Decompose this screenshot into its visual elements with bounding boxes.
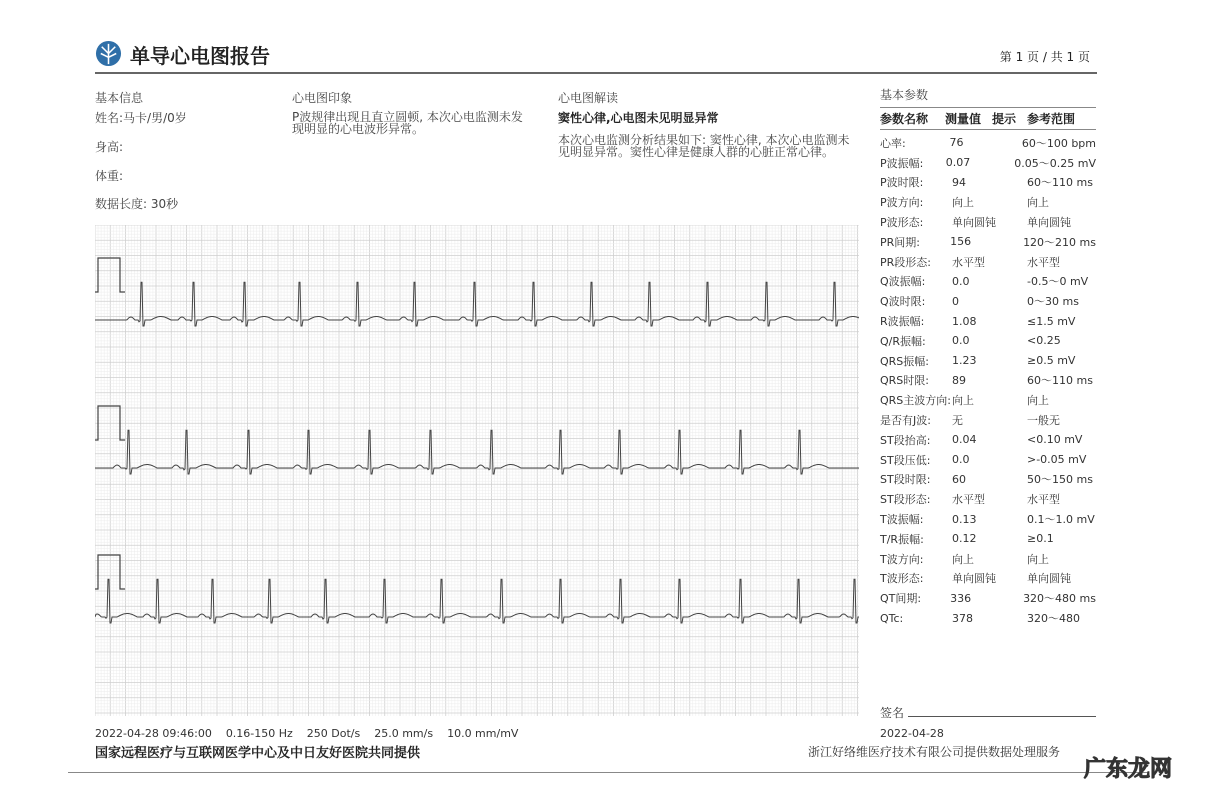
param-name: QRS时限: <box>880 374 929 388</box>
param-range: -0.5～0 mV <box>1027 275 1089 289</box>
parameter-row <box>880 569 1096 589</box>
basic-info-heading: 基本信息 <box>95 91 144 105</box>
param-value: 向上 <box>952 394 974 408</box>
interpretation-conclusion: 窦性心律,心电图未见明显异常 <box>558 111 719 125</box>
header-divider <box>95 72 1097 74</box>
param-value: 无 <box>952 414 963 428</box>
param-range: 60～100 bpm <box>1021 136 1096 150</box>
param-range: <0.25 <box>1027 334 1061 348</box>
param-name: R波振幅: <box>880 315 925 329</box>
impression-text: P波规律出现且直立圆顿, 本次心电监测未发现明显的心电波形异常。 <box>292 110 523 136</box>
parameter-row <box>880 608 1096 628</box>
parameter-row <box>880 331 1096 351</box>
impression-heading: 心电图印象 <box>292 91 353 105</box>
watermark: 广东龙网 <box>1083 757 1172 782</box>
param-range: 0.1～1.0 mV <box>1027 513 1095 527</box>
patient-weight: 体重: <box>95 169 124 183</box>
param-name: P波时限: <box>880 176 924 190</box>
param-value: 0.13 <box>952 512 977 526</box>
param-name: 是否有J波: <box>880 414 931 428</box>
param-name: T波振幅: <box>880 513 924 527</box>
param-value: 94 <box>952 175 966 189</box>
param-value: 0.04 <box>952 433 977 447</box>
logo-icon <box>95 40 122 67</box>
param-range: 水平型 <box>1027 255 1060 269</box>
patient-height: 身高: <box>95 140 124 154</box>
param-range: 60～110 ms <box>1027 176 1093 190</box>
col-value: 测量值 <box>945 112 982 126</box>
param-range: 320～480 <box>1027 612 1080 626</box>
param-name: P波振幅: <box>880 156 924 170</box>
param-value: 378 <box>952 611 973 625</box>
param-range: <0.10 mV <box>1027 433 1083 447</box>
parameter-row <box>880 588 1096 608</box>
param-value: 0 <box>952 294 959 308</box>
ecg-chart <box>95 225 859 716</box>
param-value: 336 <box>950 591 972 605</box>
data-length: 数据长度: 30秒 <box>95 197 179 211</box>
param-name: ST段时限: <box>880 473 931 487</box>
param-name: ST段抬高: <box>880 433 931 447</box>
param-range: ≥0.1 <box>1027 532 1054 546</box>
parameter-row <box>880 291 1096 311</box>
param-range: 320～480 ms <box>1023 592 1096 606</box>
param-name: ST段形态: <box>880 493 931 507</box>
param-range: 向上 <box>1027 196 1049 210</box>
param-range: 一般无 <box>1027 414 1060 428</box>
param-range: 向上 <box>1027 394 1049 408</box>
param-value: 89 <box>952 373 966 387</box>
param-value: 单向圆钝 <box>952 572 996 586</box>
param-name: PR间期: <box>880 235 920 249</box>
param-value: 0.07 <box>945 156 971 170</box>
param-value: 0.0 <box>952 274 970 288</box>
parameter-row <box>880 232 1096 252</box>
parameters-table <box>880 86 1096 628</box>
param-range: 0.05～0.25 mV <box>1014 156 1096 170</box>
interpretation-text: 本次心电监测分析结果如下: 窦性心律, 本次心电监测未见明显异常。窦性心律是健康人群的心脏正常心律。 <box>558 133 850 159</box>
param-name: Q/R振幅: <box>880 334 926 348</box>
param-value: 单向圆钝 <box>952 216 996 230</box>
recording-info: 2022-04-28 09:46:00 0.16-150 Hz 250 Dot/s 25.0 mm/s 10.0 mm/mV <box>95 727 519 740</box>
parameter-row <box>880 371 1096 391</box>
param-range: 向上 <box>1027 552 1049 566</box>
interpretation-heading: 心电图解读 <box>558 91 619 105</box>
col-range: 参考范围 <box>1027 112 1076 126</box>
param-name: Q波振幅: <box>880 275 926 289</box>
report-title: 单导心电图报告 <box>130 44 270 68</box>
param-value: 0.0 <box>952 334 970 348</box>
parameter-row <box>880 351 1096 371</box>
param-value: 1.23 <box>952 354 977 368</box>
parameter-row <box>880 489 1096 509</box>
param-value: 水平型 <box>952 255 985 269</box>
parameter-row <box>880 549 1096 569</box>
parameter-row <box>880 133 1096 153</box>
param-range: >-0.05 mV <box>1027 453 1087 467</box>
signature-line[interactable] <box>908 716 1096 717</box>
parameter-row <box>880 430 1096 450</box>
param-range: 单向圆钝 <box>1027 572 1071 586</box>
param-value: 向上 <box>952 196 974 210</box>
param-range: 50～150 ms <box>1027 473 1093 487</box>
param-name: 心率: <box>880 136 906 150</box>
param-value: 向上 <box>952 552 974 566</box>
parameter-row <box>880 410 1096 430</box>
page-indicator: 第 1 页 / 共 1 页 <box>999 50 1090 64</box>
param-name: P波方向: <box>880 196 924 210</box>
parameter-row <box>880 509 1096 529</box>
param-name: Q波时限: <box>880 295 926 309</box>
param-name: PR段形态: <box>880 255 931 269</box>
param-name: ST段压低: <box>880 453 931 467</box>
param-value: 0.12 <box>952 532 977 546</box>
parameter-row <box>880 252 1096 272</box>
param-value: 60 <box>952 472 966 486</box>
param-name: QTc: <box>880 611 904 625</box>
col-hint: 提示 <box>992 112 1017 126</box>
param-range: 0～30 ms <box>1027 295 1079 309</box>
parameter-row <box>880 390 1096 410</box>
parameter-row <box>880 192 1096 212</box>
param-name: T/R振幅: <box>880 532 924 546</box>
parameter-row <box>880 529 1096 549</box>
param-range: ≥0.5 mV <box>1027 354 1076 368</box>
param-name: QRS主波方向: <box>880 394 951 408</box>
param-value: 水平型 <box>952 493 985 507</box>
parameter-row <box>880 311 1096 331</box>
signature-label: 签名 <box>880 706 905 720</box>
param-range: 单向圆钝 <box>1027 216 1071 230</box>
param-value: 156 <box>950 235 972 249</box>
provider-text: 国家远程医疗与互联网医学中心及中日友好医院共同提供 <box>95 746 421 761</box>
patient-name: 姓名:马卡/男/0岁 <box>95 111 187 125</box>
parameter-row <box>880 153 1096 173</box>
param-range: 120～210 ms <box>1023 235 1096 249</box>
parameters-heading: 基本参数 <box>880 88 929 102</box>
param-range: 水平型 <box>1027 493 1060 507</box>
footer-divider <box>68 772 1148 773</box>
param-value: 1.08 <box>952 314 977 328</box>
param-name: QT间期: <box>880 592 922 606</box>
col-name: 参数名称 <box>880 112 929 126</box>
param-value: 76 <box>949 136 964 150</box>
parameter-row <box>880 450 1096 470</box>
param-value: 0.0 <box>952 453 970 467</box>
parameters-header <box>880 107 1096 130</box>
report-date: 2022-04-28 <box>880 727 944 740</box>
param-range: 60～110 ms <box>1027 374 1093 388</box>
service-text: 浙江好络维医疗技术有限公司提供数据处理服务 <box>808 745 1061 759</box>
parameter-row <box>880 272 1096 292</box>
parameter-row <box>880 470 1096 490</box>
param-name: QRS振幅: <box>880 354 929 368</box>
param-range: ≤1.5 mV <box>1027 314 1076 328</box>
param-name: T波方向: <box>880 552 924 566</box>
param-name: T波形态: <box>880 572 924 586</box>
parameter-row <box>880 212 1096 232</box>
param-name: P波形态: <box>880 216 924 230</box>
parameter-row <box>880 173 1096 193</box>
